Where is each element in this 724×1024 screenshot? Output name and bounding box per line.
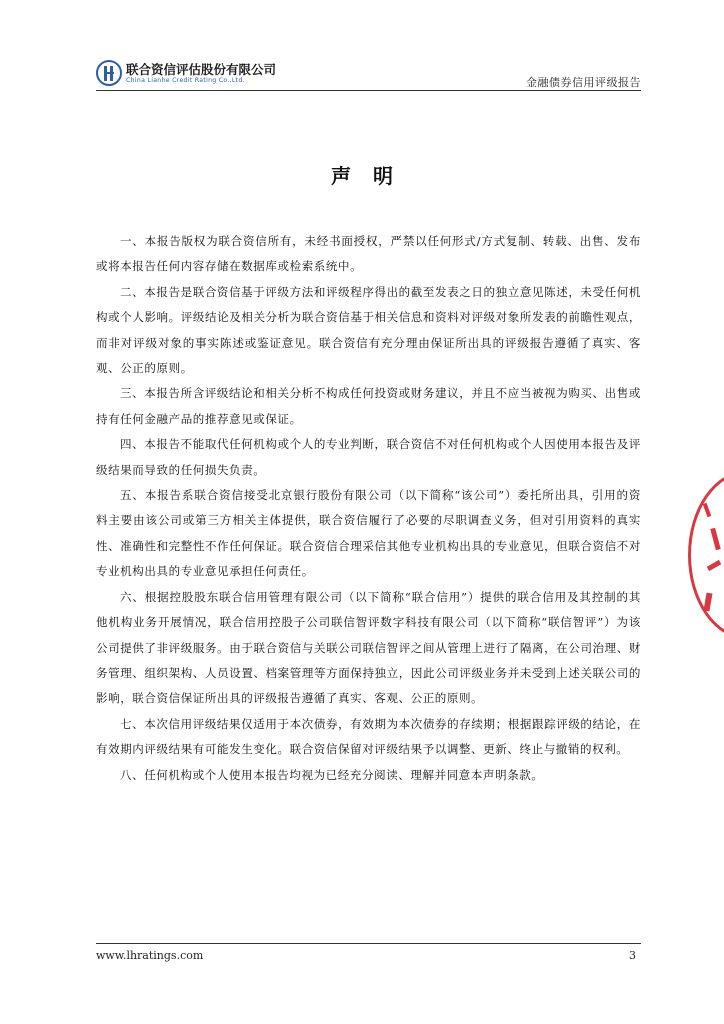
company-name-cn: 联合资信评估股份有限公司 [126, 62, 277, 77]
page-header [96, 60, 641, 90]
footer-website: www.lhratings.com [96, 949, 204, 962]
company-logo-icon [96, 60, 122, 86]
document-type: 金融债券信用评级报告 [526, 76, 641, 89]
paragraph-7: 七、本次信用评级结果仅适用于本次债券，有效期为本次债券的存续期；根据跟踪评级的结论，在有效期内评级结果有可能发生变化。联合资信保留对评级结果予以调整、更新、终止与撤销的权利。 [96, 716, 641, 757]
page-number: 3 [629, 949, 636, 962]
paragraph-5: 五、本报告系联合资信接受北京银行股份有限公司（以下简称“该公司”）委托所出具，引用的资料主要由该公司或第三方相关主体提供，联合资信履行了必要的尽职调查义务，但对引用资料的真实性、准确性和完整性不作任何保证。联合资信合理采信其他专业机构出具的专业意见，但联合资信不对专业机构出具的专业意见承担任何责任。 [96, 488, 641, 579]
page-title: 声明 [331, 164, 415, 188]
paragraph-1: 一、本报告版权为联合资信所有，未经书面授权，严禁以任何形式/方式复制、转载、出售、发布或将本报告任何内容存储在数据库或检索系统中。 [96, 234, 641, 274]
paragraph-4: 四、本报告不能取代任何机构或个人的专业判断，联合资信不对任何机构或个人因使用本报告及评级结果而导致的任何损失负责。 [96, 437, 641, 477]
company-name-en: China Lianhe Credit Rating Co.,Ltd. [126, 77, 245, 84]
footer-divider [96, 943, 641, 944]
paragraph-2: 二、本报告是联合资信基于评级方法和评级程序得出的截至发表之日的独立意见陈述，未受任何机构或个人影响。评级结论及相关分析为联合资信基于相关信息和资料对评级对象所发表的前瞻性观点，而非对评级对象的事实陈述或鉴证意见。联合资信有充分理由保证所出具的评级报告遵循了真实、客观、公正的原则。 [96, 284, 641, 376]
paragraph-8: 八、任何机构或个人使用本报告均视为已经充分阅读、理解并同意本声明条款。 [120, 767, 544, 782]
declaration-body [96, 229, 641, 788]
paragraph-3: 三、本报告所含评级结论和相关分析不构成任何投资或财务建议，并且不应当被视为购买、出售或持有任何金融产品的推荐意见或保证。 [96, 386, 641, 426]
paragraph-6: 六、根据控股股东联合信用管理有限公司（以下简称“联合信用”）提供的联合信用及其控制的其他机构业务开展情况，联合信用控股子公司联信智评数字科技有限公司（以下简称“联信智评”）为该公司提供了非评级服务。由于联合资信与关联公司联信智评之间从管理上进行了隔离，在公司治理、财务管理、组织架构、人员设置、档案管理等方面保持独立，因此公司评级业务并未受到上述关联公司的影响，联合资信保证所出具的评级报告遵循了真实、客观、公正的原则。 [96, 589, 641, 706]
header-divider [96, 90, 641, 91]
company-seal-stamp [688, 470, 724, 640]
